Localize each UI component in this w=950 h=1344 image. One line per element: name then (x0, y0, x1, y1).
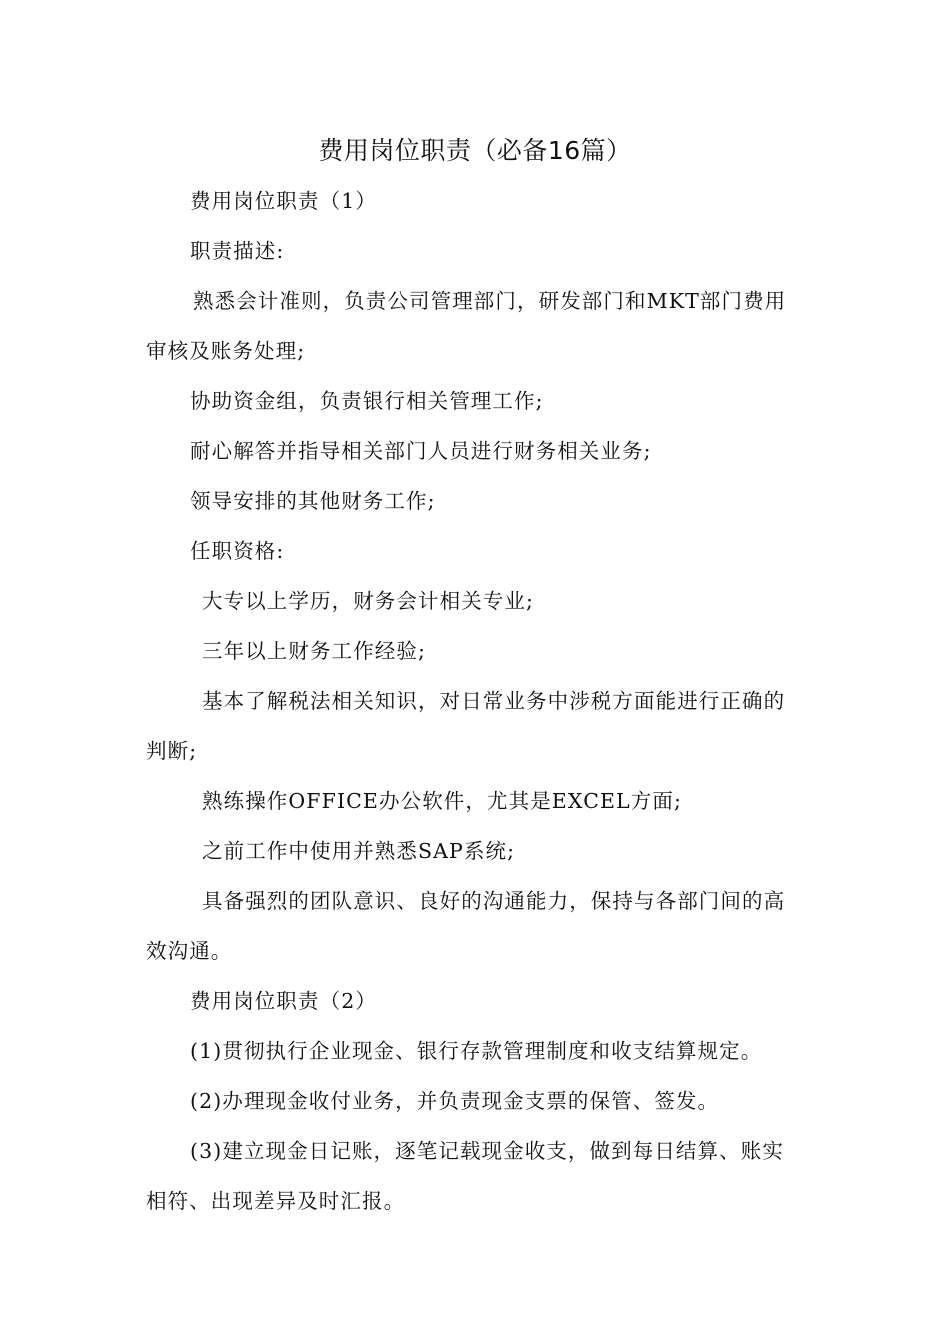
paragraph-line: (2)办理现金收付业务，并负责现金支票的保管、签发。 (190, 1089, 720, 1113)
paragraph-line: 大专以上学历，财务会计相关专业; (202, 589, 535, 613)
section-heading-1: 费用岗位职责（1） (190, 189, 377, 213)
paragraph-line: 任职资格: (190, 539, 285, 563)
paragraph-line: 领导安排的其他财务工作; (190, 489, 436, 513)
paragraph-line: 熟练操作OFFICE办公软件，尤其是EXCEL方面; (202, 789, 682, 813)
paragraph-line: 协助资金组，负责银行相关管理工作; (190, 389, 544, 413)
paragraph-line: (1)贯彻执行企业现金、银行存款管理制度和收支结算规定。 (190, 1039, 763, 1063)
paragraph-line: 效沟通。 (146, 939, 233, 963)
paragraph-line: 职责描述: (190, 239, 285, 263)
section-heading-2: 费用岗位职责（2） (190, 989, 377, 1013)
paragraph-line: 熟悉会计准则，负责公司管理部门，研发部门和MKT部门费用 (193, 289, 787, 313)
paragraph-line: 判断; (146, 739, 198, 763)
paragraph-line: 相符、出现差异及时汇报。 (146, 1189, 406, 1213)
paragraph-line: 三年以上财务工作经验; (202, 639, 427, 663)
paragraph-line: 耐心解答并指导相关部门人员进行财务相关业务; (190, 439, 652, 463)
paragraph-line: (3)建立现金日记账，逐笔记载现金收支，做到每日结算、账实 (190, 1139, 784, 1163)
paragraph-line: 之前工作中使用并熟悉SAP系统; (202, 839, 516, 863)
paragraph-line: 审核及账务处理; (146, 339, 306, 363)
paragraph-line: 基本了解税法相关知识，对日常业务中涉税方面能进行正确的 (202, 689, 786, 713)
paragraph-line: 具备强烈的团队意识、良好的沟通能力，保持与各部门间的高 (202, 889, 786, 913)
document-title: 费用岗位职责（必备16篇） (318, 136, 632, 165)
